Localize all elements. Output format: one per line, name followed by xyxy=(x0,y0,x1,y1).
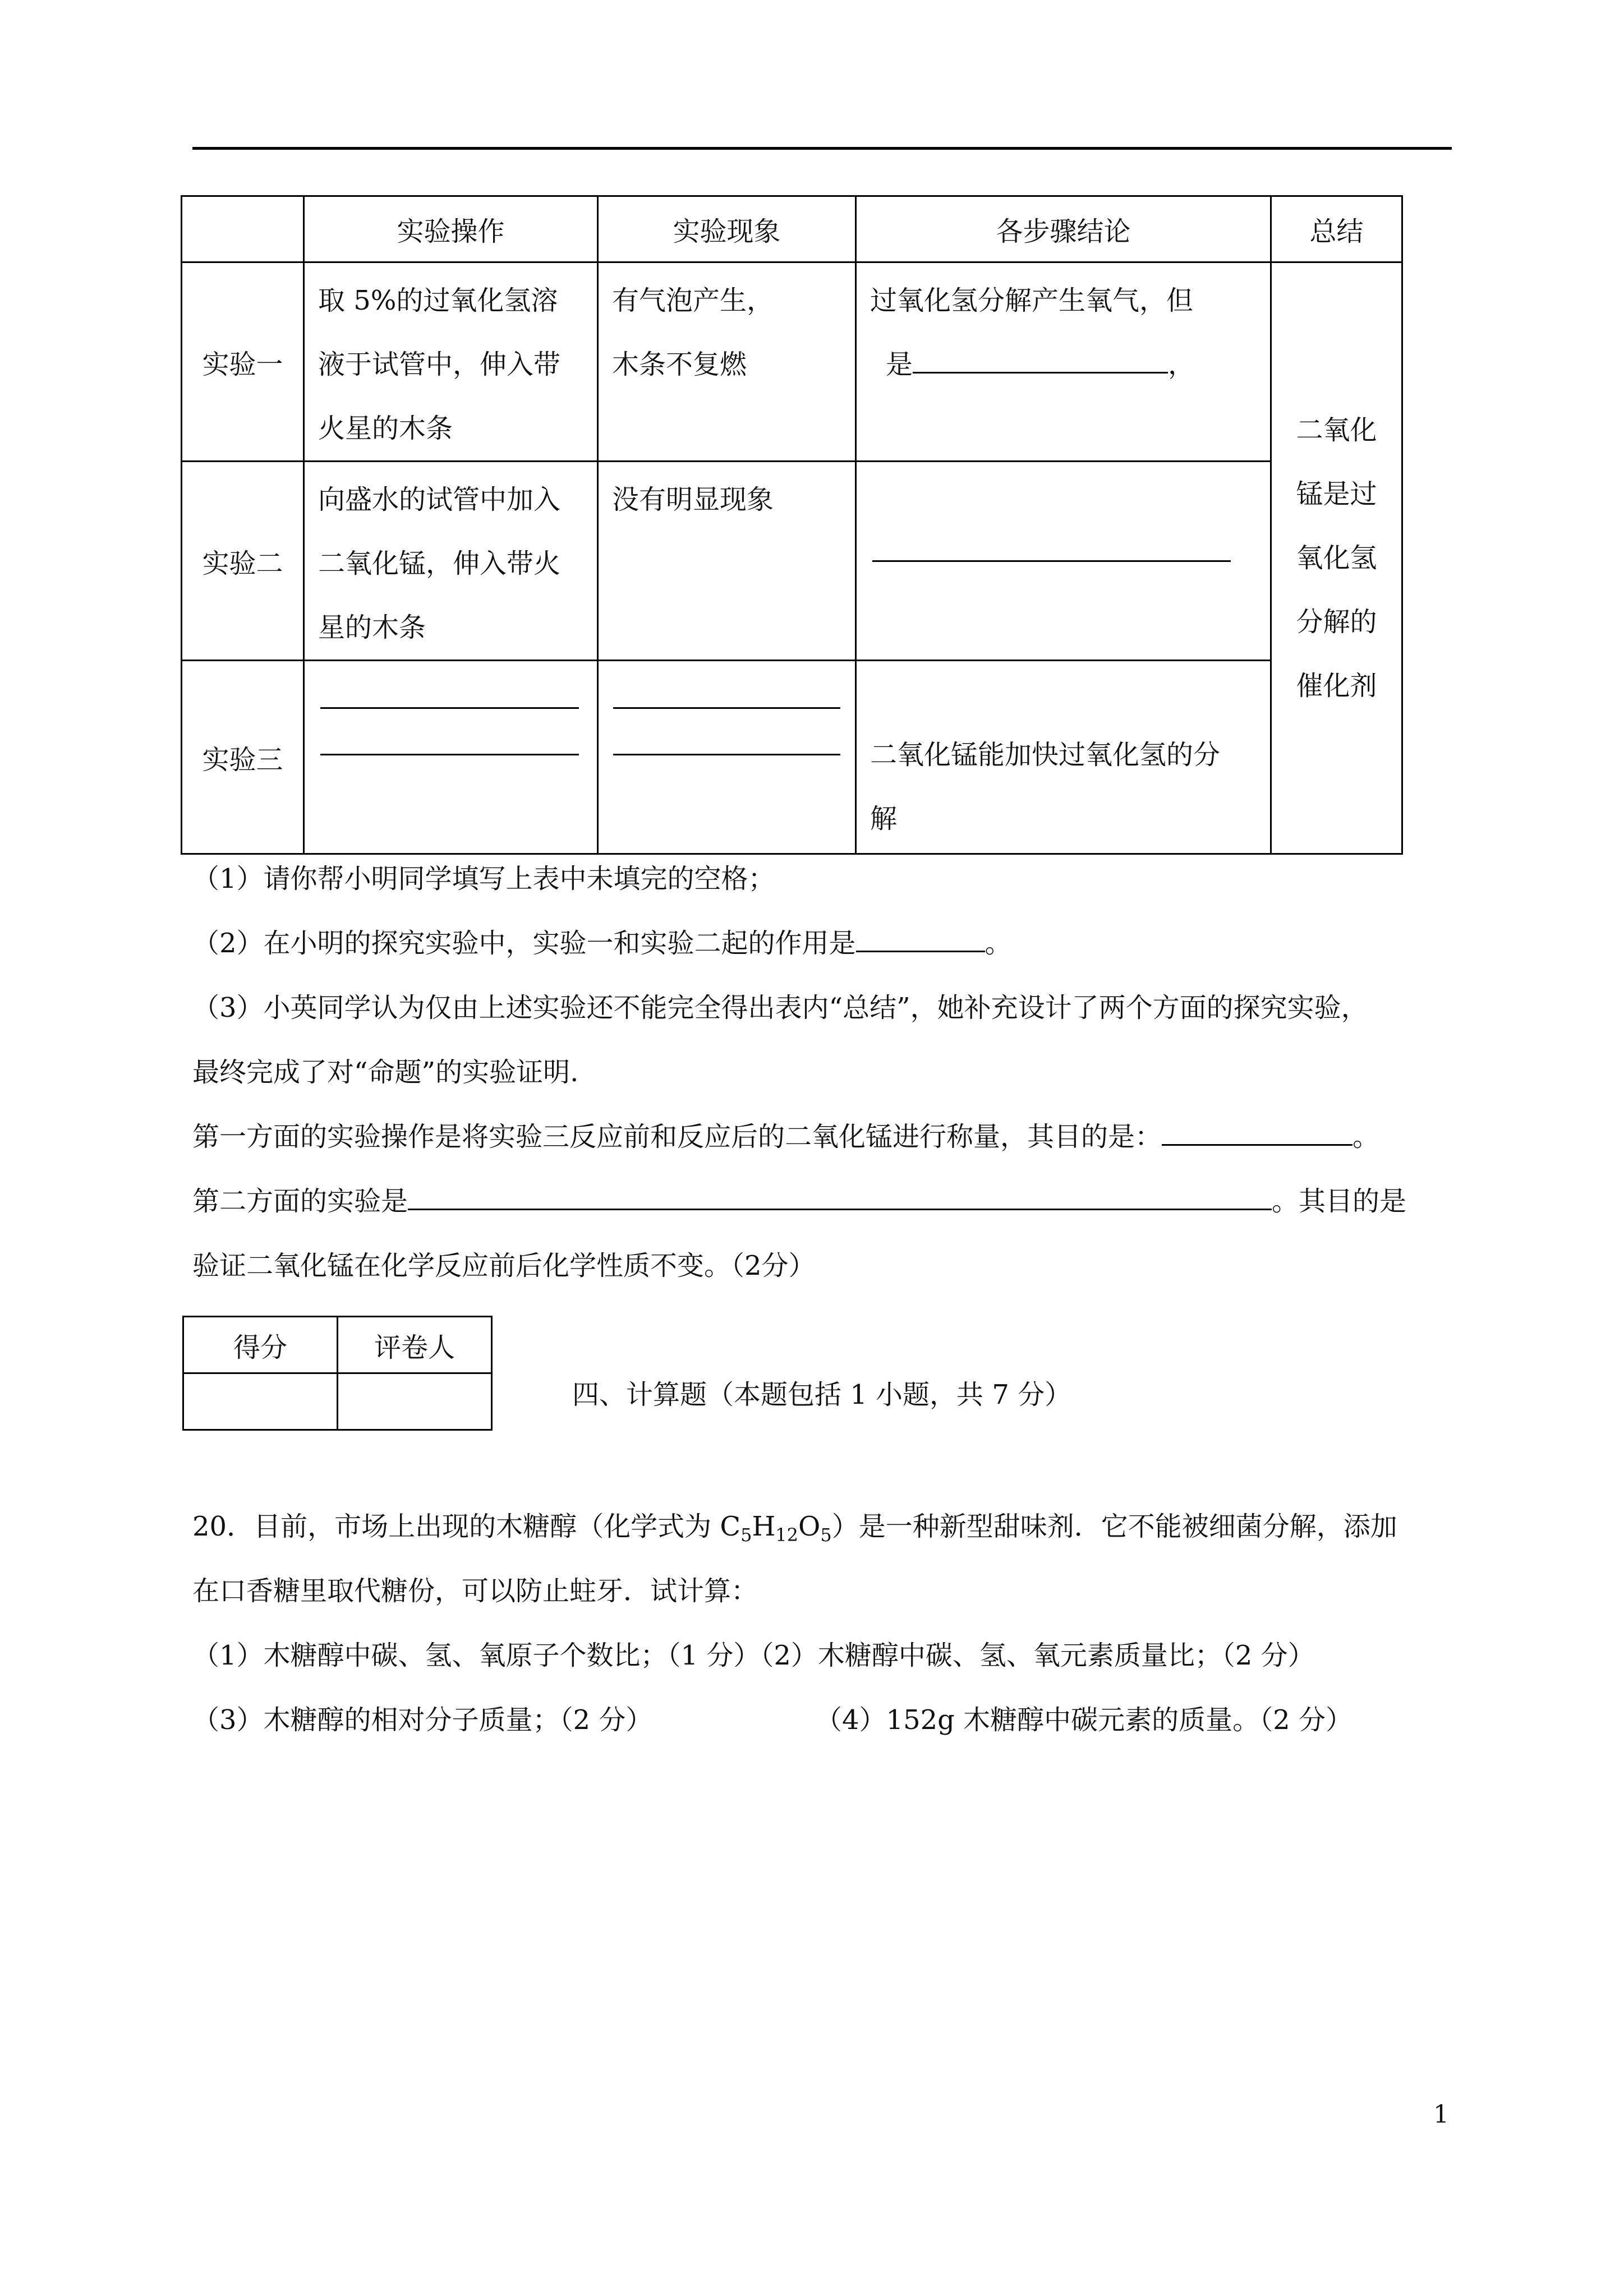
row-label-exp3: 实验三 xyxy=(182,661,304,854)
table-row xyxy=(182,262,1402,462)
question-2-suffix: 。 xyxy=(984,928,1012,959)
exp1-phenomenon xyxy=(598,262,856,462)
question-3-line5: 验证二氧化锰在化学反应前后化学性质不变。（2分） xyxy=(192,1250,816,1281)
score-box xyxy=(182,1316,493,1431)
exp2-conclusion-blank[interactable] xyxy=(872,527,1231,562)
exp3-operation-blank[interactable] xyxy=(320,674,579,709)
exp2-operation-line: 二氧化锰，伸入带火 xyxy=(318,548,561,579)
question-3-line3-text: 第一方面的实验操作是将实验三反应前和反应后的二氧化锰进行称量，其目的是： xyxy=(192,1121,1162,1152)
header-phenomenon: 实验现象 xyxy=(598,196,856,262)
grader-field[interactable] xyxy=(338,1373,492,1430)
table-row xyxy=(182,462,1402,661)
exp3-operation-blank[interactable] xyxy=(320,720,579,755)
summary-line: 二氧化 xyxy=(1296,414,1377,446)
exp1-operation-line: 液于试管中，伸入带 xyxy=(318,349,561,380)
exp1-conclusion xyxy=(856,262,1271,462)
exp2-phenomenon xyxy=(598,462,856,661)
exp2-phenomenon-line: 没有明显现象 xyxy=(612,484,774,515)
exp3-conclusion-line: 二氧化锰能加快过氧化氢的分 xyxy=(870,739,1221,771)
header-summary: 总结 xyxy=(1271,196,1402,262)
question-3-line4 xyxy=(192,1169,1452,1234)
formula-subscript: 5 xyxy=(740,1524,752,1546)
question-3-line4-text: 第二方面的实验是 xyxy=(192,1186,408,1217)
question-3-line3-blank[interactable] xyxy=(1162,1121,1352,1146)
question-3-line2: 最终完成了对“命题”的实验证明. xyxy=(192,1057,579,1088)
summary-line: 氧化氢 xyxy=(1296,542,1377,574)
question-3-line4-blank[interactable] xyxy=(408,1185,1272,1210)
experiment-table xyxy=(181,195,1403,855)
exp3-conclusion xyxy=(856,661,1271,854)
exp1-conclusion-line: 过氧化氢分解产生氧气，但 xyxy=(870,285,1194,316)
header-cell-empty xyxy=(182,196,304,262)
problem-20-line2: 在口香糖里取代糖份，可以防止蛀牙．试计算： xyxy=(192,1575,758,1607)
problem-20-text: 20．目前，市场上出现的木糖醇（化学式为 C xyxy=(192,1511,741,1542)
question-3-line3 xyxy=(192,1105,1452,1169)
problem-20-line1 xyxy=(192,1495,1452,1567)
formula-subscript: 12 xyxy=(775,1524,799,1546)
score-label: 得分 xyxy=(183,1317,338,1373)
header-rule xyxy=(192,147,1452,150)
exp1-operation xyxy=(304,262,598,462)
exp2-operation-line: 向盛水的试管中加入 xyxy=(318,484,561,515)
exp1-conclusion-blank[interactable] xyxy=(913,348,1168,374)
question-3-line4-suffix: 。其目的是 xyxy=(1272,1186,1407,1217)
formula-subscript: 5 xyxy=(820,1524,832,1546)
exp3-operation xyxy=(304,661,598,854)
formula-element: H xyxy=(752,1511,776,1542)
summary-cell xyxy=(1271,262,1402,854)
problem-20-part4: （4）152g 木糖醇中碳元素的质量。（2 分） xyxy=(815,1704,1352,1736)
exp1-phenomenon-line: 有气泡产生， xyxy=(612,285,774,316)
exp1-conclusion-blank-line xyxy=(870,333,1257,397)
table-header-row xyxy=(182,196,1402,262)
exp3-phenomenon xyxy=(598,661,856,854)
question-2-blank[interactable] xyxy=(856,927,985,952)
score-field[interactable] xyxy=(183,1373,338,1430)
problem-20-line4 xyxy=(192,1688,1452,1753)
row-label-exp2: 实验二 xyxy=(182,462,304,661)
exp1-operation-line: 火星的木条 xyxy=(318,413,453,444)
header-operation: 实验操作 xyxy=(304,196,598,262)
exp1-phenomenon-line: 木条不复燃 xyxy=(612,349,747,380)
problem-20-line3: （1）木糖醇中碳、氢、氧原子个数比；（1 分）（2）木糖醇中碳、氢、氧元素质量比；（2 分） xyxy=(192,1640,1315,1671)
row-label-exp1: 实验一 xyxy=(182,262,304,462)
grader-label: 评卷人 xyxy=(338,1317,492,1373)
summary-line: 锰是过 xyxy=(1296,478,1377,510)
question-2-text: （2）在小明的探究实验中，实验一和实验二起的作用是 xyxy=(192,928,856,959)
exp1-conclusion-prefix: 是 xyxy=(886,349,913,380)
problem-20-text: ）是一种新型甜味剂．它不能被细菌分解，添加 xyxy=(831,1511,1397,1542)
exp1-operation-line: 取 5%的过氧化氢溶 xyxy=(318,285,558,316)
question-2 xyxy=(192,911,1452,976)
question-3-line3-suffix: 。 xyxy=(1352,1121,1380,1152)
exp3-phenomenon-blank[interactable] xyxy=(613,674,840,709)
exp1-conclusion-suffix: ， xyxy=(1168,349,1195,380)
question-3-line1: （3）小英同学认为仅由上述实验还不能完全得出表内“总结”，她补充设计了两个方面的探究实验， xyxy=(192,992,1368,1023)
exp2-operation xyxy=(304,462,598,661)
formula-element: O xyxy=(798,1511,821,1542)
problem-20-part3: （3）木糖醇的相对分子质量；（2 分） xyxy=(192,1704,653,1736)
exp2-operation-line: 星的木条 xyxy=(318,612,426,643)
exp2-conclusion xyxy=(856,462,1271,661)
exp3-phenomenon-blank[interactable] xyxy=(613,720,840,755)
summary-line: 分解的 xyxy=(1296,606,1377,638)
section-title: 四、计算题（本题包括 1 小题，共 7 分） xyxy=(572,1379,1072,1410)
page-number: 1 xyxy=(1433,2100,1449,2129)
table-row xyxy=(182,661,1402,854)
exp3-conclusion-line: 解 xyxy=(870,803,898,835)
header-conclusion: 各步骤结论 xyxy=(856,196,1271,262)
summary-line: 催化剂 xyxy=(1296,670,1377,702)
question-1: （1）请你帮小明同学填写上表中未填完的空格； xyxy=(192,863,775,895)
